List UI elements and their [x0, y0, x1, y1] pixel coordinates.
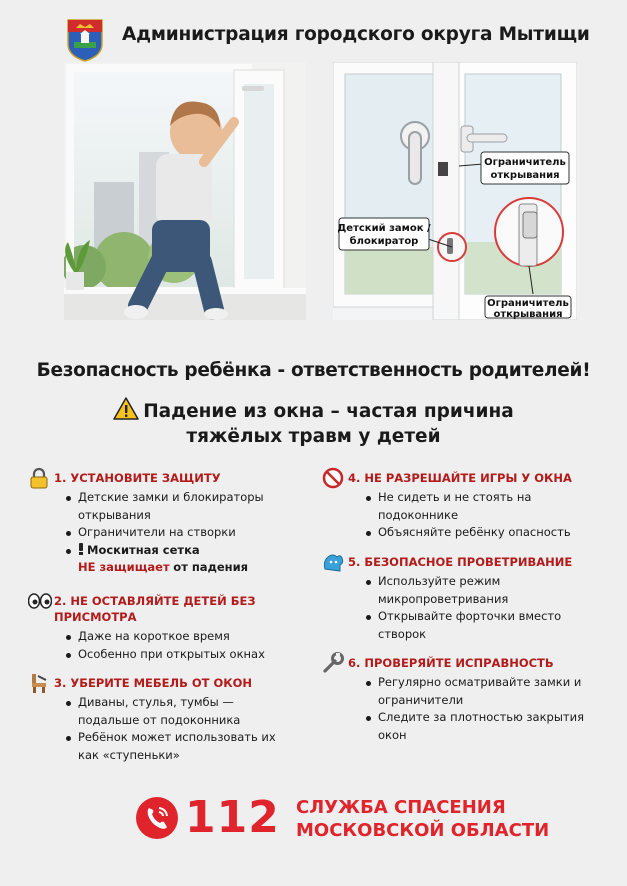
section-1-item-2: Ограничители на створки [64, 524, 288, 542]
section-1-item-3 [64, 542, 288, 577]
section-4-item-2: Объясняйте ребёнку опасность [364, 524, 584, 542]
warning-line2: тяжёлых травм у детей [186, 426, 441, 447]
prohibited-icon [322, 467, 344, 489]
warning-triangle-icon [113, 397, 139, 425]
child-at-window-photo [64, 62, 306, 320]
section-install-protection [28, 467, 288, 587]
section-1-item-1: Детские замки и блокираторы открывания [64, 489, 288, 524]
callout-limiter-bottom-line1: Ограничитель [487, 298, 569, 309]
section-2-title: 2. НЕ ОСТАВЛЯЙТЕ ДЕТЕЙ БЕЗ ПРИСМОТРА [54, 594, 256, 624]
section-no-games-at-window [322, 467, 592, 557]
exclamation-icon [78, 543, 84, 555]
wrench-icon [322, 652, 344, 674]
callout-child-lock-line1: Детский замок / [337, 223, 431, 234]
footer-service-line1: СЛУЖБА СПАСЕНИЯ [296, 797, 506, 818]
callout-limiter-top-line1: Ограничитель [484, 157, 566, 168]
warning-headline [0, 397, 627, 425]
section-6-item-2: Следите за плотностью закрытия окон [364, 709, 584, 744]
padlock-icon [28, 467, 50, 489]
section-4-item-1: Не сидеть и не стоять на подоконнике [364, 489, 584, 524]
section-1-title: 1. УСТАНОВИТЕ ЗАЩИТУ [54, 471, 221, 485]
from-falling-label: от падения [173, 560, 249, 574]
phone-icon [135, 796, 179, 840]
section-remove-furniture [28, 672, 288, 772]
section-safe-ventilation [322, 551, 592, 651]
mosquito-net-label: Москитная сетка [87, 542, 200, 557]
section-4-title: 4. НЕ РАЗРЕШАЙТЕ ИГРЫ У ОКНА [348, 471, 572, 485]
section-6-item-1: Регулярно осматривайте замки и ограничители [364, 674, 584, 709]
warning-line1: Падение из окна – частая причина [143, 401, 514, 422]
chair-icon [28, 672, 50, 694]
section-3-item-2: Ребёнок может использовать их как «ступеньки» [64, 729, 288, 764]
section-3-title: 3. УБЕРИТЕ МЕБЕЛЬ ОТ ОКОН [54, 676, 253, 690]
emergency-number: 112 [185, 792, 280, 843]
section-5-item-2: Открывайте форточки вместо створок [364, 608, 584, 643]
section-5-item-1: Используйте режим микропроветривания [364, 573, 584, 608]
section-check-condition [322, 652, 592, 752]
section-3-item-1: Диваны, стулья, тумбы — подальше от подоконника [64, 694, 288, 729]
section-6-title: 6. ПРОВЕРЯЙТЕ ИСПРАВНОСТЬ [348, 656, 554, 670]
footer-service-line2: МОСКОВСКОЙ ОБЛАСТИ [296, 820, 550, 841]
callout-limiter-top-line2: открывания [490, 170, 560, 181]
section-dont-leave-children [28, 590, 288, 670]
callout-child-lock-line2: блокиратор [349, 236, 419, 247]
window-lock-illustration [333, 62, 577, 320]
section-2-item-2: Особенно при открытых окнах [64, 646, 288, 664]
eyes-icon [28, 590, 50, 612]
section-2-item-1: Даже на короткое время [64, 628, 288, 646]
coat-of-arms-icon [66, 18, 104, 62]
section-5-title: 5. БЕЗОПАСНОЕ ПРОВЕТРИВАНИЕ [348, 555, 573, 569]
wind-icon [322, 551, 344, 573]
header-title: Администрация городского округа Мытищи [122, 24, 590, 45]
callout-limiter-bottom-line2: открывания [493, 309, 563, 320]
not-protect-label: НЕ защищает [78, 560, 170, 574]
main-title: Безопасность ребёнка - ответственность родителей! [36, 360, 591, 381]
